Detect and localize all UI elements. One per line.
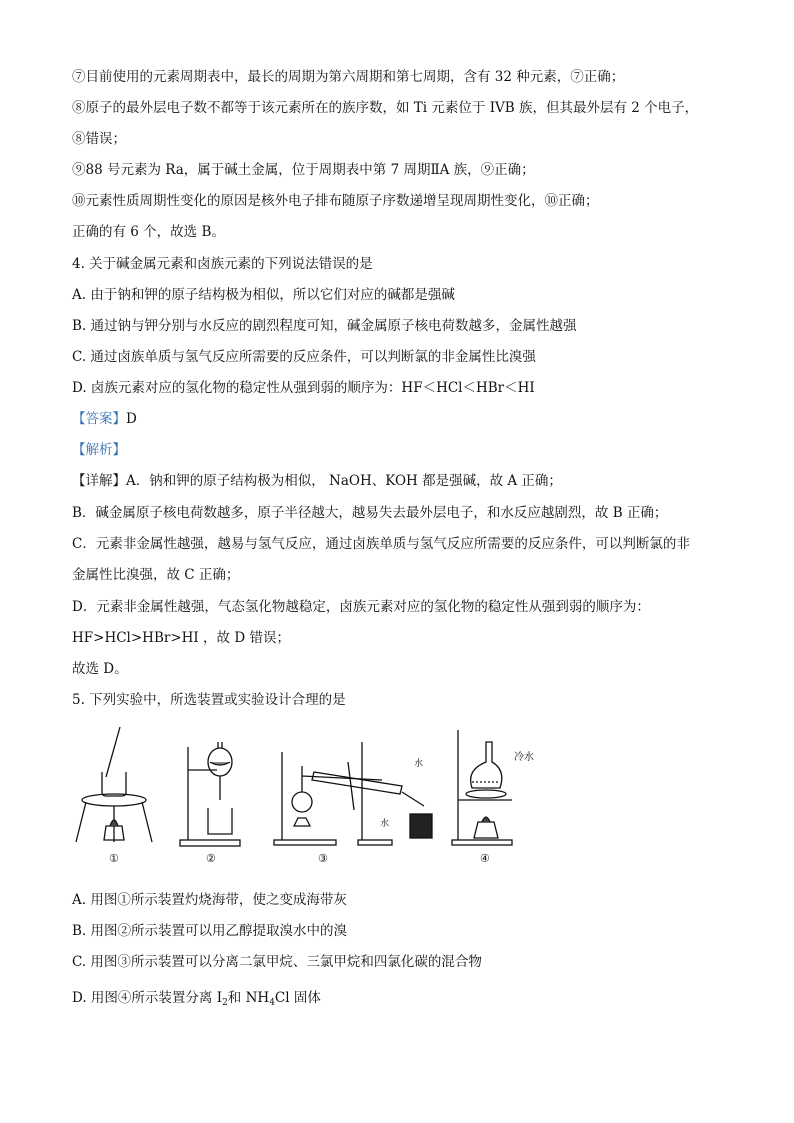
detail-tag: 【详解】 — [72, 473, 126, 489]
ammonium-subscript: 4 — [269, 998, 275, 1008]
detail-c: C．元素非金属性越强，越易与氢气反应，通过卤族单质与氢气反应所需要的反应条件，可以判断氯的非 — [72, 536, 690, 552]
iodine-subscript: 2 — [222, 998, 228, 1008]
analysis-tag: 【解析】 — [72, 442, 126, 458]
option-d-and: 和 — [227, 990, 246, 1006]
option-a: A. 用图①所示装置灼烧海带，使之变成海带灰 — [72, 892, 347, 908]
option-d: D. 卤族元素对应的氢化物的稳定性从强到弱的顺序为：HF＜HCl＜HBr＜HI — [72, 380, 535, 396]
question-4-stem: 4. 关于碱金属元素和卤族元素的下列说法错误的是 — [72, 256, 373, 272]
apparatus-figures — [62, 722, 542, 872]
text-line: ⑩元素性质周期性变化的原因是核外电子排布随原子序数递增呈现周期性变化，⑩正确； — [72, 193, 599, 209]
figure-label: ③ — [318, 852, 328, 865]
apparatus-drawing — [62, 722, 542, 872]
option-b: B. 通过钠与钾分别与水反应的剧烈程度可知，碱金属原子核电荷数越多，金属性越强 — [72, 318, 577, 334]
text-line: 正确的有 6 个，故选 B。 — [72, 224, 225, 240]
figure-3-apparatus — [274, 742, 432, 845]
figure-2-apparatus — [180, 742, 240, 846]
text-line: ⑧原子的最外层电子数不都等于该元素所在的族序数，如 Ti 元素位于 IVB 族，但其最外层有 2 个电子， — [72, 100, 699, 116]
chloride-formula: Cl — [274, 990, 290, 1006]
cold-water-label: 冷水 — [514, 752, 534, 763]
option-c: C. 用图③所示装置可以分离二氯甲烷、三氯甲烷和四氯化碳的混合物 — [72, 954, 482, 970]
answer-value: D — [126, 411, 137, 427]
answer-line — [72, 409, 137, 429]
text-line: ⑨88 号元素为 Ra，属于碱土金属，位于周期表中第 7 周期ⅡA 族，⑨正确； — [72, 162, 535, 178]
detail-d: D．元素非金属性越强，气态氢化物越稳定，卤族元素对应的氢化物的稳定性从强到弱的顺序为： — [72, 599, 650, 615]
figure-label: ① — [109, 852, 119, 865]
water-label: 水 — [414, 759, 424, 769]
detail-a: A．钠和钾的原子结构极为相似， NaOH、KOH 都是强碱，故 A 正确； — [126, 473, 562, 489]
figure-label: ② — [206, 852, 216, 865]
option-d-prefix: D. 用图④所示装置分离 — [72, 990, 217, 1006]
option-a: A. 由于钠和钾的原子结构极为相似，所以它们对应的碱都是强碱 — [72, 287, 455, 303]
option-c: C. 通过卤族单质与氢气反应所需要的反应条件，可以判断氯的非金属性比溴强 — [72, 349, 536, 365]
ammonium-formula: NH — [245, 990, 270, 1006]
answer-tag: 【答案】 — [72, 411, 126, 427]
text-line: ⑦目前使用的元素周期表中，最长的周期为第六周期和第七周期，含有 32 种元素，⑦正确； — [72, 69, 625, 85]
detail-line — [72, 471, 562, 491]
option-d — [72, 988, 321, 1013]
iodine-formula: I — [216, 990, 223, 1006]
figure-1-apparatus — [76, 727, 152, 842]
detail-c-cont: 金属性比溴强，故 C 正确； — [72, 567, 240, 583]
detail-b: B．碱金属原子核电荷数越多，原子半径越大，越易失去最外层电子，和水反应越剧烈，故 B 正确； — [72, 505, 668, 521]
figure-4-apparatus — [452, 730, 512, 845]
detail-d-order: HF>HCl>HBr>HI ，故 D 错误； — [72, 630, 290, 646]
detail-conclusion: 故选 D。 — [72, 661, 128, 677]
water-label: 水 — [380, 819, 390, 829]
text-line: ⑧错误； — [72, 131, 126, 147]
option-b: B. 用图②所示装置可以用乙醇提取溴水中的溴 — [72, 923, 348, 939]
question-5-stem: 5. 下列实验中，所选装置或实验设计合理的是 — [72, 692, 346, 708]
figure-label: ④ — [480, 852, 490, 865]
option-d-suffix: 固体 — [289, 990, 321, 1006]
